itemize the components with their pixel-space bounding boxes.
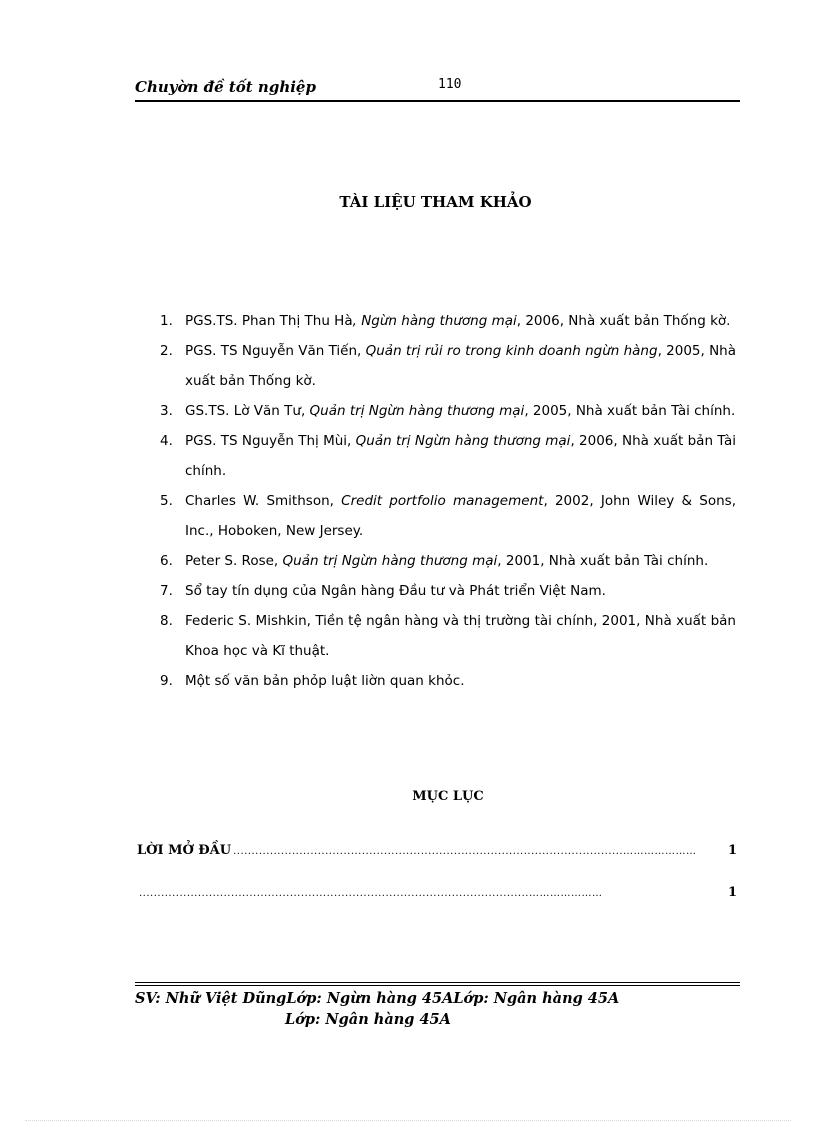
reference-title: Credit portfolio management: [341, 493, 544, 509]
reference-title: Quản trị Ngừn hàng thương mại: [309, 403, 525, 419]
reference-number: 1.: [160, 313, 173, 329]
reference-number: 7.: [160, 583, 173, 599]
header-title: Chuyờn đề tốt nghiệp: [135, 78, 316, 96]
reference-title: Quản trị Ngừn hàng thương mại: [282, 553, 498, 569]
page-header: [135, 74, 740, 102]
reference-number: 6.: [160, 553, 173, 569]
reference-title: Quản trị Ngừn hàng thương mại: [355, 433, 571, 449]
reference-authors: PGS. TS Nguyễn Văn Tiến,: [185, 343, 366, 359]
reference-list: [160, 306, 736, 696]
reference-number: 4.: [160, 433, 173, 449]
reference-text: Federic S. Mishkin, Tiền tệ ngân hàng và thị trường tài chính, 2001, Nhà xuất bản Khoa học và Kĩ thuật.: [185, 613, 736, 659]
reference-authors: PGS. TS Nguyễn Thị Mùi,: [185, 433, 356, 449]
toc-entry-label: LỜI MỞ ĐẦU: [137, 843, 232, 858]
reference-title: , Ngừn hàng thương mại: [352, 313, 517, 329]
references-heading: TÀI LIỆU THAM KHẢO: [339, 193, 532, 211]
reference-item: [160, 426, 736, 486]
reference-item: [160, 546, 736, 576]
footer-student-line: SV: Nhữ Việt DũngLớp: Ngừn hàng 45ALớp: Ngân hàng 45A: [135, 990, 620, 1007]
reference-number: 8.: [160, 613, 173, 629]
reference-authors: Peter S. Rose,: [185, 553, 283, 569]
toc-leader-dots: ..........................................................................................................…………………: [233, 846, 697, 857]
reference-title: Quản trị rủi ro trong kinh doanh ngừn hàng: [365, 343, 658, 359]
toc-entry-page: 1: [727, 843, 737, 858]
reference-authors: PGS.TS. Phan Thị Thu Hà: [185, 313, 353, 329]
reference-publication: , 2002, John Wiley & Sons, Inc., Hoboken, New Jersey.: [185, 493, 737, 539]
reference-item: [160, 576, 736, 606]
page-bottom-edge: [25, 1120, 791, 1121]
reference-number: 2.: [160, 343, 173, 359]
reference-item: [160, 666, 736, 696]
footer-divider: [135, 982, 740, 986]
reference-publication: , 2006, Nhà xuất bản Tài chính.: [185, 433, 736, 479]
reference-authors: GS.TS. Lờ Văn Tư,: [185, 403, 310, 419]
toc-heading: MỤC LỤC: [412, 789, 484, 804]
page-number: 110: [438, 77, 462, 92]
toc-entry[interactable]: [137, 885, 737, 905]
toc-entry-page: 1: [727, 885, 737, 900]
toc-entry[interactable]: [137, 843, 737, 863]
reference-publication: , 2001, Nhà xuất bản Tài chính.: [497, 553, 709, 569]
reference-item: [160, 336, 736, 396]
reference-item: [160, 306, 736, 336]
reference-item: [160, 486, 736, 546]
reference-publication: , 2005, Nhà xuất bản Thống kờ.: [185, 343, 737, 389]
reference-publication: , 2006, Nhà xuất bản Thống kờ.: [516, 313, 731, 329]
reference-authors: Charles W. Smithson,: [185, 493, 342, 509]
reference-number: 5.: [160, 493, 173, 509]
reference-text: Sổ tay tín dụng của Ngân hàng Đầu tư và Phát triển Việt Nam.: [185, 583, 606, 599]
footer-class-line: Lớp: Ngân hàng 45A: [285, 1011, 451, 1028]
reference-number: 3.: [160, 403, 173, 419]
reference-text: Một số văn bản phỏp luật liờn quan khỏc.: [185, 673, 465, 689]
reference-item: [160, 396, 736, 426]
reference-publication: , 2005, Nhà xuất bản Tài chính.: [524, 403, 736, 419]
reference-number: 9.: [160, 673, 173, 689]
reference-item: [160, 606, 736, 666]
toc-leader-dots: ..........................................................................................................…………………: [139, 888, 603, 899]
